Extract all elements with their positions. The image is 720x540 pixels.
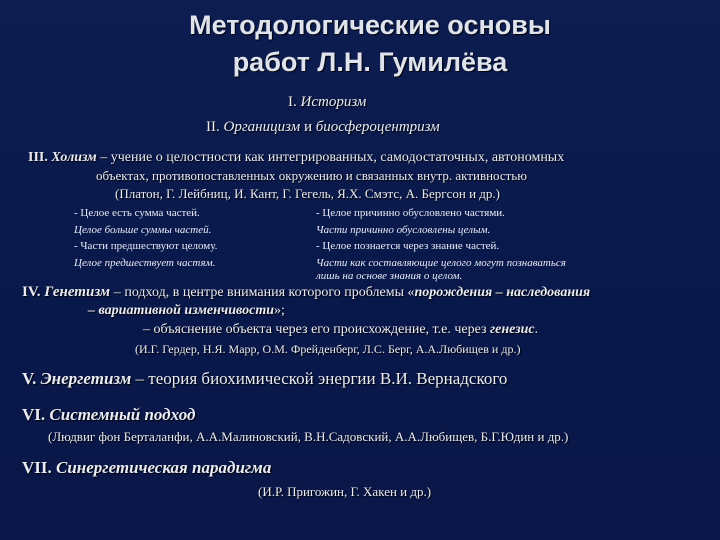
section-4-number: IV. xyxy=(22,284,41,300)
section-2-conj: и xyxy=(303,119,312,135)
section-4-definition-1: – подход, в центре внимания которого проблемы « xyxy=(113,285,415,300)
section-2 xyxy=(206,119,440,136)
section-4-quote-close: »; xyxy=(274,303,285,318)
section-3-authors: (Платон, Г. Лейбниц, И. Кант, Г. Гегель, Я.Х. Смэтс, А. Бергсон и др.) xyxy=(115,186,500,201)
holism-left-item: Целое больше суммы частей. xyxy=(74,223,212,236)
holism-right-item: - Целое познается через знание частей. xyxy=(316,240,500,252)
holism-right-item: - Целое причинно обусловлено частями. xyxy=(316,207,505,219)
section-4-name: Генетизм xyxy=(44,284,111,300)
section-1-number: I. xyxy=(288,94,297,110)
section-4-line-2 xyxy=(88,303,285,319)
holism-left-item: - Целое есть сумма частей. xyxy=(74,207,200,219)
holism-left-item: - Части предшествуют целому. xyxy=(74,240,218,252)
holism-right-item: Части как составляющие целого могут познаваться xyxy=(316,256,566,269)
section-5-name: Энергетизм xyxy=(40,369,132,388)
slide-title-line-1: Методологические основы xyxy=(189,10,551,40)
section-4-dot: . xyxy=(534,322,539,337)
section-6-authors: (Людвиг фон Берталанфи, А.А.Малиновский, В.Н.Садовский, А.А.Любищев, Б.Г.Юдин и др.) xyxy=(48,429,569,444)
section-3-definition-1: – учение о целостности как интегрированных, самодостаточных, автономных xyxy=(100,150,565,165)
holism-right-item: лишь на основе знания о целом. xyxy=(316,270,463,282)
section-3-number: III. xyxy=(28,150,48,165)
section-2-name: Органицизм xyxy=(223,119,301,135)
section-7-number: VII. xyxy=(22,458,52,477)
holism-right-item: Части причинно обусловлены целым. xyxy=(316,223,491,236)
section-5 xyxy=(22,369,507,389)
section-3-heading xyxy=(28,150,564,166)
section-6-number: VI. xyxy=(22,405,46,424)
section-6-name: Системный подход xyxy=(49,405,196,424)
section-4-term-2: – вариативной изменчивости xyxy=(88,303,275,318)
section-3-definition-2: объектах, противопоставленных окружению и связанных внутр. активностью xyxy=(96,168,527,183)
holism-right-column xyxy=(316,205,566,282)
section-7-authors: (И.Р. Пригожин, Г. Хакен и др.) xyxy=(258,484,432,499)
section-4-definition-3: – объяснение объекта через его происхождение, т.е. через xyxy=(143,322,487,337)
section-2-number: II. xyxy=(206,119,220,135)
section-1-name: Историзм xyxy=(300,94,367,110)
holism-left-item: Целое предшествует частям. xyxy=(74,256,216,269)
section-4-line-3 xyxy=(143,322,538,338)
section-6 xyxy=(22,405,195,425)
section-7-name: Синергетическая парадигма xyxy=(56,458,272,477)
section-5-number: V. xyxy=(22,369,37,388)
section-7 xyxy=(22,458,271,478)
section-5-definition: – теория биохимической энергии В.И. Вернадского xyxy=(135,369,508,388)
section-2-name-2: биосфероцентризм xyxy=(315,119,440,135)
section-3-name: Холизм xyxy=(51,150,97,165)
section-4-authors: (И.Г. Гердер, Н.Я. Марр, О.М. Фрейденберг, Л.С. Берг, А.А.Любищев и др.) xyxy=(135,342,521,356)
section-4-heading xyxy=(22,284,590,301)
section-4-term-3: генезис xyxy=(490,322,535,337)
holism-left-column xyxy=(74,205,217,271)
section-4-term-1: порождения – наследования xyxy=(414,285,591,300)
slide-title-line-2: работ Л.Н. Гумилёва xyxy=(232,47,508,77)
section-1 xyxy=(288,94,366,111)
